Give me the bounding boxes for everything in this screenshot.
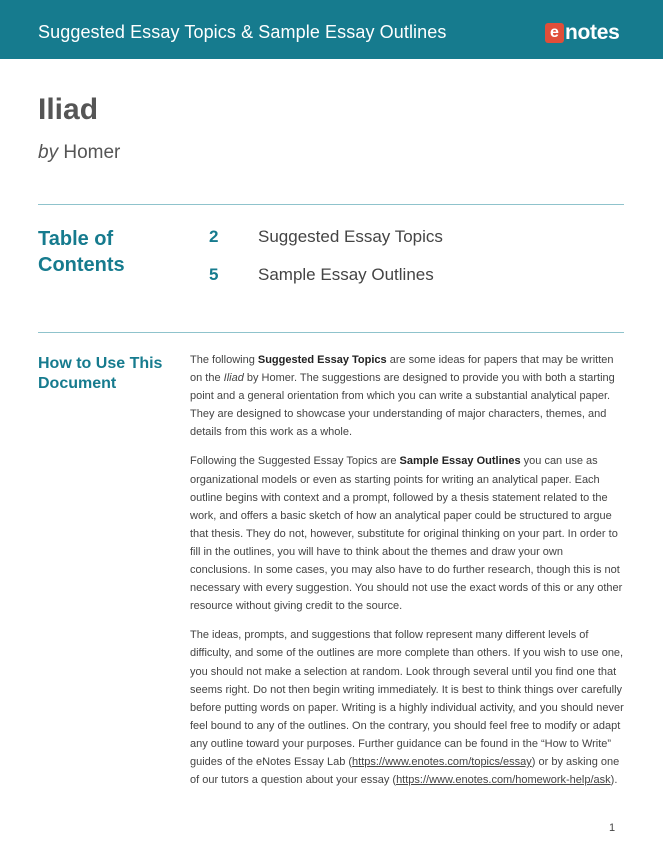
howto-heading: How to Use This Document [38,355,163,392]
homework-help-link[interactable]: https://www.enotes.com/homework-help/ask [396,774,611,787]
text-run: The following [190,354,258,366]
text-run: The ideas, prompts, and suggestions that follow represent many different levels of difficulty, and some of the outlines are more complete than others. If you wish to use one, you should not make a selection at random. Look through several until you find one that seems right. Do not then begin writing immediately. It is best to think things over carefully before putting words on paper. Writing is a highly individual activity, and you should never feel bound to any of the outlines. On the contrary, you should feel free to modify or adapt any outline toward your purposes. Further guidance can be found in the “How to Write” guides of the eNotes Essay Lab ( [190,629,624,768]
header-title: Suggested Essay Topics & Sample Essay Outlines [38,22,447,42]
author-name: Homer [63,142,121,163]
text-run-bold: Sample Essay Outlines [399,455,521,468]
toc-entry[interactable] [209,265,434,285]
divider-middle [38,332,624,333]
toc-entry-label: Suggested Essay Topics [258,227,443,246]
text-run: ) or by asking one of our tutors a question about your essay ( [190,755,620,787]
toc-entry-page: 2 [209,227,219,246]
byline [38,142,120,164]
text-run: by Homer. The suggestions are designed to provide you with both a starting point and a general orientation from which you can write a substantial analytical paper. They are designed to showcase your understanding of major characters, themes, and details from this work as a whole. [190,372,615,439]
paragraph [190,452,624,615]
paragraph [190,351,624,441]
work-title-italic: Iliad [223,372,244,385]
text-run-bold: Suggested Essay Topics [257,354,387,366]
text-run: ). [610,774,618,787]
enotes-logo-wordmark: notes [565,21,620,44]
text-run: you can use as organizational models or even as starting points for writing an analytical paper. Each outline begins with context and a prompt, followed by a thesis statement related to the work, and offers a basic sketch of how an analytical paper could be structured to argue that thesis. They do not, however, substitute for original thinking on your part. In order to fill in the outlines, you will have to think about the themes and draw your own conclusions. In some cases, you may also have to do further research, though this is not necessary with every suggestion. You should not use the exact words of this or any other resource without giving credit to the source. [190,455,623,613]
enotes-logo[interactable] [545,22,620,44]
text-run: Following the Suggested Essay Topics are [190,455,400,468]
howto-body [190,351,624,800]
header-bar [0,0,663,59]
toc-entry-page: 5 [209,265,219,284]
toc-entry-label: Sample Essay Outlines [258,265,434,284]
enotes-logo-initial: e [545,23,564,43]
paragraph [190,626,624,789]
essay-lab-link[interactable]: https://www.enotes.com/topics/essay [352,755,532,768]
divider-top [38,204,624,205]
text-run: are some ideas for papers that may be written on the [190,354,614,385]
page-number: 1 [609,822,616,834]
book-title: Iliad [38,93,99,126]
byline-by: by [38,142,59,163]
toc-entry[interactable] [209,227,443,247]
toc-heading: Table of Contents [38,228,125,276]
